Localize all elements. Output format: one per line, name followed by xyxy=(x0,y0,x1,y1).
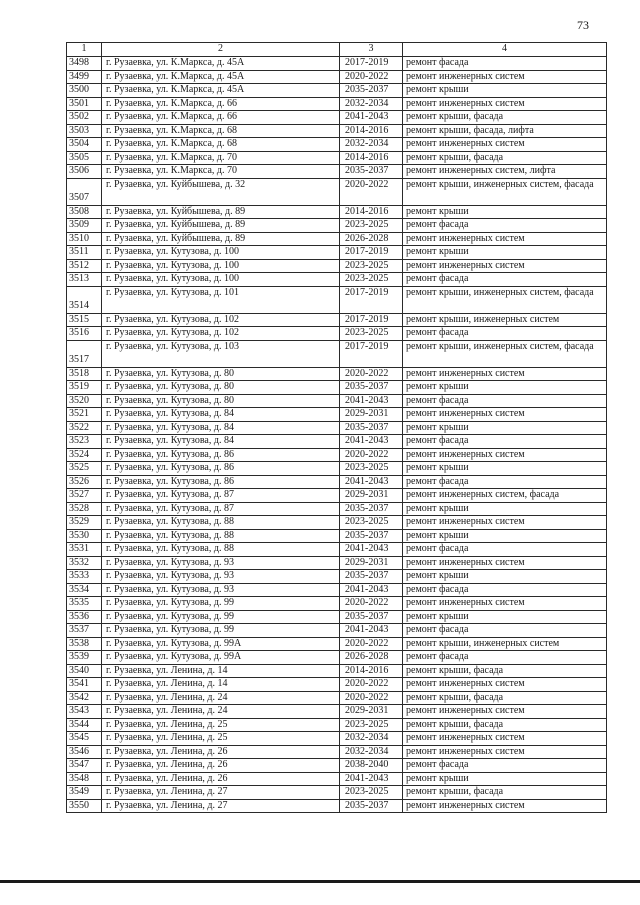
row-period: 2041-2043 xyxy=(340,772,403,786)
row-address: г. Рузаевка, ул. Куйбышева, д. 89 xyxy=(102,205,340,219)
table-row xyxy=(67,259,607,273)
row-work-type: ремонт фасада xyxy=(403,583,607,597)
row-work-type: ремонт крыши, инженерных систем, фасада xyxy=(403,340,607,367)
row-address: г. Рузаевка, ул. Ленина, д. 24 xyxy=(102,691,340,705)
row-number: 3530 xyxy=(67,529,102,543)
row-work-type: ремонт фасада xyxy=(403,543,607,557)
row-work-type: ремонт инженерных систем xyxy=(403,259,607,273)
row-period: 2023-2025 xyxy=(340,273,403,287)
row-work-type: ремонт крыши xyxy=(403,205,607,219)
table-row xyxy=(67,178,607,205)
row-number: 3534 xyxy=(67,583,102,597)
row-period: 2020-2022 xyxy=(340,637,403,651)
row-number: 3510 xyxy=(67,232,102,246)
row-address: г. Рузаевка, ул. Кутузова, д. 93 xyxy=(102,583,340,597)
row-period: 2032-2034 xyxy=(340,138,403,152)
row-period: 2017-2019 xyxy=(340,246,403,260)
table-row xyxy=(67,705,607,719)
row-period: 2017-2019 xyxy=(340,340,403,367)
row-number: 3498 xyxy=(67,57,102,71)
row-work-type: ремонт крыши xyxy=(403,246,607,260)
row-number: 3522 xyxy=(67,421,102,435)
row-number: 3527 xyxy=(67,489,102,503)
row-period: 2038-2040 xyxy=(340,759,403,773)
header-col-1: 1 xyxy=(67,43,102,57)
row-work-type: ремонт инженерных систем xyxy=(403,516,607,530)
table-row xyxy=(67,340,607,367)
row-address: г. Рузаевка, ул. Кутузова, д. 102 xyxy=(102,313,340,327)
row-number: 3501 xyxy=(67,97,102,111)
row-number: 3526 xyxy=(67,475,102,489)
row-address: г. Рузаевка, ул. Кутузова, д. 86 xyxy=(102,462,340,476)
row-address: г. Рузаевка, ул. К.Маркса, д. 68 xyxy=(102,138,340,152)
row-period: 2035-2037 xyxy=(340,529,403,543)
row-number: 3504 xyxy=(67,138,102,152)
row-address: г. Рузаевка, ул. Кутузова, д. 86 xyxy=(102,448,340,462)
table-body xyxy=(67,57,607,813)
row-number: 3513 xyxy=(67,273,102,287)
row-period: 2041-2043 xyxy=(340,394,403,408)
footer-rule xyxy=(0,880,640,883)
row-work-type: ремонт фасада xyxy=(403,57,607,71)
table-row xyxy=(67,502,607,516)
row-period: 2035-2037 xyxy=(340,610,403,624)
table-row xyxy=(67,219,607,233)
row-address: г. Рузаевка, ул. Кутузова, д. 102 xyxy=(102,327,340,341)
row-address: г. Рузаевка, ул. Кутузова, д. 103 xyxy=(102,340,340,367)
row-work-type: ремонт фасада xyxy=(403,759,607,773)
row-work-type: ремонт инженерных систем, лифта xyxy=(403,165,607,179)
table-row xyxy=(67,772,607,786)
row-work-type: ремонт крыши xyxy=(403,421,607,435)
row-number: 3517 xyxy=(67,340,102,367)
row-address: г. Рузаевка, ул. К.Маркса, д. 68 xyxy=(102,124,340,138)
table-row xyxy=(67,475,607,489)
row-period: 2032-2034 xyxy=(340,745,403,759)
row-address: г. Рузаевка, ул. Кутузова, д. 99 xyxy=(102,610,340,624)
row-period: 2041-2043 xyxy=(340,111,403,125)
row-work-type: ремонт инженерных систем xyxy=(403,97,607,111)
row-work-type: ремонт крыши xyxy=(403,610,607,624)
row-work-type: ремонт крыши, фасада xyxy=(403,664,607,678)
row-work-type: ремонт инженерных систем, фасада xyxy=(403,489,607,503)
row-work-type: ремонт фасада xyxy=(403,651,607,665)
table-row xyxy=(67,97,607,111)
row-address: г. Рузаевка, ул. К.Маркса, д. 70 xyxy=(102,165,340,179)
header-col-2: 2 xyxy=(102,43,340,57)
row-address: г. Рузаевка, ул. Кутузова, д. 86 xyxy=(102,475,340,489)
row-work-type: ремонт инженерных систем xyxy=(403,138,607,152)
table-row xyxy=(67,111,607,125)
row-number: 3518 xyxy=(67,367,102,381)
row-work-type: ремонт инженерных систем xyxy=(403,448,607,462)
row-address: г. Рузаевка, ул. Куйбышева, д. 89 xyxy=(102,232,340,246)
row-number: 3512 xyxy=(67,259,102,273)
table-row xyxy=(67,232,607,246)
row-number: 3505 xyxy=(67,151,102,165)
row-address: г. Рузаевка, ул. Кутузова, д. 88 xyxy=(102,516,340,530)
row-period: 2017-2019 xyxy=(340,286,403,313)
table-row xyxy=(67,246,607,260)
row-work-type: ремонт инженерных систем xyxy=(403,678,607,692)
row-work-type: ремонт фасада xyxy=(403,435,607,449)
table-row xyxy=(67,678,607,692)
row-address: г. Рузаевка, ул. Ленина, д. 25 xyxy=(102,732,340,746)
row-period: 2020-2022 xyxy=(340,178,403,205)
row-number: 3545 xyxy=(67,732,102,746)
row-work-type: ремонт крыши, инженерных систем, фасада xyxy=(403,286,607,313)
row-work-type: ремонт крыши, фасада xyxy=(403,718,607,732)
row-work-type: ремонт инженерных систем xyxy=(403,70,607,84)
table-row xyxy=(67,543,607,557)
row-period: 2020-2022 xyxy=(340,597,403,611)
row-number: 3514 xyxy=(67,286,102,313)
row-address: г. Рузаевка, ул. Кутузова, д. 84 xyxy=(102,435,340,449)
row-period: 2032-2034 xyxy=(340,97,403,111)
row-number: 3516 xyxy=(67,327,102,341)
row-number: 3509 xyxy=(67,219,102,233)
row-period: 2020-2022 xyxy=(340,70,403,84)
row-address: г. Рузаевка, ул. Ленина, д. 27 xyxy=(102,786,340,800)
row-work-type: ремонт крыши xyxy=(403,529,607,543)
row-number: 3523 xyxy=(67,435,102,449)
row-address: г. Рузаевка, ул. Кутузова, д. 87 xyxy=(102,489,340,503)
row-period: 2023-2025 xyxy=(340,327,403,341)
table-row xyxy=(67,624,607,638)
row-number: 3528 xyxy=(67,502,102,516)
row-number: 3499 xyxy=(67,70,102,84)
row-period: 2041-2043 xyxy=(340,543,403,557)
row-address: г. Рузаевка, ул. К.Маркса, д. 45А xyxy=(102,84,340,98)
row-work-type: ремонт инженерных систем xyxy=(403,799,607,813)
table-row xyxy=(67,124,607,138)
row-number: 3540 xyxy=(67,664,102,678)
row-number: 3508 xyxy=(67,205,102,219)
row-work-type: ремонт крыши xyxy=(403,772,607,786)
row-period: 2017-2019 xyxy=(340,57,403,71)
row-work-type: ремонт крыши xyxy=(403,84,607,98)
row-number: 3543 xyxy=(67,705,102,719)
row-period: 2017-2019 xyxy=(340,313,403,327)
table-row xyxy=(67,556,607,570)
row-work-type: ремонт фасада xyxy=(403,394,607,408)
row-address: г. Рузаевка, ул. Ленина, д. 14 xyxy=(102,664,340,678)
row-number: 3525 xyxy=(67,462,102,476)
table-row xyxy=(67,70,607,84)
row-period: 2023-2025 xyxy=(340,718,403,732)
table-row xyxy=(67,799,607,813)
row-number: 3524 xyxy=(67,448,102,462)
row-number: 3520 xyxy=(67,394,102,408)
row-work-type: ремонт инженерных систем xyxy=(403,705,607,719)
row-work-type: ремонт фасада xyxy=(403,327,607,341)
table-row xyxy=(67,327,607,341)
row-period: 2041-2043 xyxy=(340,624,403,638)
row-work-type: ремонт крыши, фасада, лифта xyxy=(403,124,607,138)
table-row xyxy=(67,664,607,678)
row-number: 3502 xyxy=(67,111,102,125)
row-period: 2035-2037 xyxy=(340,381,403,395)
row-address: г. Рузаевка, ул. Кутузова, д. 101 xyxy=(102,286,340,313)
row-number: 3549 xyxy=(67,786,102,800)
table-row xyxy=(67,273,607,287)
row-number: 3503 xyxy=(67,124,102,138)
row-period: 2023-2025 xyxy=(340,786,403,800)
row-period: 2020-2022 xyxy=(340,678,403,692)
row-period: 2020-2022 xyxy=(340,367,403,381)
table-row xyxy=(67,381,607,395)
row-number: 3521 xyxy=(67,408,102,422)
row-number: 3529 xyxy=(67,516,102,530)
row-period: 2035-2037 xyxy=(340,570,403,584)
row-address: г. Рузаевка, ул. К.Маркса, д. 70 xyxy=(102,151,340,165)
table-row xyxy=(67,151,607,165)
row-number: 3531 xyxy=(67,543,102,557)
row-number: 3539 xyxy=(67,651,102,665)
row-number: 3532 xyxy=(67,556,102,570)
row-work-type: ремонт крыши xyxy=(403,502,607,516)
table-row xyxy=(67,745,607,759)
row-period: 2026-2028 xyxy=(340,232,403,246)
table-row xyxy=(67,651,607,665)
row-period: 2041-2043 xyxy=(340,435,403,449)
row-work-type: ремонт фасада xyxy=(403,273,607,287)
table-row xyxy=(67,489,607,503)
table-row xyxy=(67,759,607,773)
row-period: 2014-2016 xyxy=(340,151,403,165)
row-number: 3500 xyxy=(67,84,102,98)
row-period: 2029-2031 xyxy=(340,556,403,570)
row-address: г. Рузаевка, ул. Кутузова, д. 80 xyxy=(102,381,340,395)
table-row xyxy=(67,394,607,408)
row-address: г. Рузаевка, ул. Кутузова, д. 80 xyxy=(102,367,340,381)
row-address: г. Рузаевка, ул. Куйбышева, д. 32 xyxy=(102,178,340,205)
table-row xyxy=(67,421,607,435)
row-work-type: ремонт инженерных систем xyxy=(403,597,607,611)
row-number: 3548 xyxy=(67,772,102,786)
row-address: г. Рузаевка, ул. Кутузова, д. 99 xyxy=(102,597,340,611)
row-number: 3541 xyxy=(67,678,102,692)
table-row xyxy=(67,732,607,746)
row-number: 3519 xyxy=(67,381,102,395)
row-address: г. Рузаевка, ул. Ленина, д. 14 xyxy=(102,678,340,692)
header-col-3: 3 xyxy=(340,43,403,57)
row-work-type: ремонт фасада xyxy=(403,219,607,233)
row-period: 2041-2043 xyxy=(340,475,403,489)
table-row xyxy=(67,786,607,800)
row-address: г. Рузаевка, ул. Кутузова, д. 99 xyxy=(102,624,340,638)
row-address: г. Рузаевка, ул. Кутузова, д. 93 xyxy=(102,556,340,570)
row-period: 2026-2028 xyxy=(340,651,403,665)
row-work-type: ремонт крыши, фасада xyxy=(403,151,607,165)
table-row xyxy=(67,57,607,71)
row-address: г. Рузаевка, ул. Ленина, д. 27 xyxy=(102,799,340,813)
row-work-type: ремонт крыши, инженерных систем, фасада xyxy=(403,178,607,205)
row-address: г. Рузаевка, ул. К.Маркса, д. 45А xyxy=(102,57,340,71)
row-address: г. Рузаевка, ул. Ленина, д. 26 xyxy=(102,745,340,759)
row-address: г. Рузаевка, ул. Кутузова, д. 100 xyxy=(102,273,340,287)
row-period: 2035-2037 xyxy=(340,799,403,813)
row-address: г. Рузаевка, ул. Кутузова, д. 99А xyxy=(102,637,340,651)
table-row xyxy=(67,597,607,611)
table-row xyxy=(67,435,607,449)
row-address: г. Рузаевка, ул. Ленина, д. 26 xyxy=(102,759,340,773)
row-address: г. Рузаевка, ул. Кутузова, д. 80 xyxy=(102,394,340,408)
row-number: 3515 xyxy=(67,313,102,327)
row-period: 2029-2031 xyxy=(340,408,403,422)
table-row xyxy=(67,583,607,597)
row-number: 3536 xyxy=(67,610,102,624)
row-address: г. Рузаевка, ул. К.Маркса, д. 45А xyxy=(102,70,340,84)
row-period: 2023-2025 xyxy=(340,516,403,530)
row-period: 2023-2025 xyxy=(340,219,403,233)
row-address: г. Рузаевка, ул. К.Маркса, д. 66 xyxy=(102,97,340,111)
row-work-type: ремонт крыши xyxy=(403,462,607,476)
row-number: 3506 xyxy=(67,165,102,179)
table-row xyxy=(67,313,607,327)
row-number: 3538 xyxy=(67,637,102,651)
row-period: 2029-2031 xyxy=(340,489,403,503)
row-period: 2020-2022 xyxy=(340,448,403,462)
table-header-row xyxy=(67,43,607,57)
row-period: 2035-2037 xyxy=(340,502,403,516)
table-row xyxy=(67,462,607,476)
table-row xyxy=(67,138,607,152)
row-work-type: ремонт инженерных систем xyxy=(403,556,607,570)
row-address: г. Рузаевка, ул. Кутузова, д. 87 xyxy=(102,502,340,516)
row-number: 3535 xyxy=(67,597,102,611)
capital-repair-table xyxy=(66,42,607,813)
table-row xyxy=(67,516,607,530)
row-period: 2029-2031 xyxy=(340,705,403,719)
row-address: г. Рузаевка, ул. Ленина, д. 26 xyxy=(102,772,340,786)
page-number: 73 xyxy=(577,18,589,32)
row-address: г. Рузаевка, ул. К.Маркса, д. 66 xyxy=(102,111,340,125)
table-row xyxy=(67,408,607,422)
row-work-type: ремонт крыши, фасада xyxy=(403,786,607,800)
row-work-type: ремонт крыши, инженерных систем xyxy=(403,637,607,651)
table-row xyxy=(67,205,607,219)
row-period: 2014-2016 xyxy=(340,205,403,219)
row-period: 2023-2025 xyxy=(340,462,403,476)
row-address: г. Рузаевка, ул. Кутузова, д. 99А xyxy=(102,651,340,665)
row-number: 3544 xyxy=(67,718,102,732)
row-address: г. Рузаевка, ул. Ленина, д. 25 xyxy=(102,718,340,732)
row-address: г. Рузаевка, ул. Кутузова, д. 88 xyxy=(102,529,340,543)
row-work-type: ремонт инженерных систем xyxy=(403,367,607,381)
row-period: 2014-2016 xyxy=(340,664,403,678)
table-row xyxy=(67,610,607,624)
row-period: 2035-2037 xyxy=(340,84,403,98)
row-work-type: ремонт инженерных систем xyxy=(403,408,607,422)
table-row xyxy=(67,165,607,179)
row-period: 2020-2022 xyxy=(340,691,403,705)
row-address: г. Рузаевка, ул. Кутузова, д. 88 xyxy=(102,543,340,557)
row-work-type: ремонт инженерных систем xyxy=(403,732,607,746)
row-period: 2032-2034 xyxy=(340,732,403,746)
table-row xyxy=(67,570,607,584)
row-number: 3537 xyxy=(67,624,102,638)
table-row xyxy=(67,637,607,651)
table-row xyxy=(67,691,607,705)
table-row xyxy=(67,718,607,732)
row-work-type: ремонт фасада xyxy=(403,624,607,638)
row-number: 3511 xyxy=(67,246,102,260)
row-work-type: ремонт крыши, фасада xyxy=(403,691,607,705)
table-row xyxy=(67,286,607,313)
row-work-type: ремонт крыши xyxy=(403,381,607,395)
row-number: 3542 xyxy=(67,691,102,705)
row-address: г. Рузаевка, ул. Кутузова, д. 100 xyxy=(102,259,340,273)
row-work-type: ремонт фасада xyxy=(403,475,607,489)
row-number: 3533 xyxy=(67,570,102,584)
table-row xyxy=(67,529,607,543)
row-period: 2041-2043 xyxy=(340,583,403,597)
row-address: г. Рузаевка, ул. Кутузова, д. 84 xyxy=(102,421,340,435)
table-row xyxy=(67,367,607,381)
row-number: 3547 xyxy=(67,759,102,773)
table-row xyxy=(67,448,607,462)
header-col-4: 4 xyxy=(403,43,607,57)
row-work-type: ремонт крыши, фасада xyxy=(403,111,607,125)
row-number: 3507 xyxy=(67,178,102,205)
row-work-type: ремонт крыши xyxy=(403,570,607,584)
row-work-type: ремонт крыши, инженерных систем xyxy=(403,313,607,327)
row-period: 2023-2025 xyxy=(340,259,403,273)
row-address: г. Рузаевка, ул. Кутузова, д. 100 xyxy=(102,246,340,260)
row-period: 2014-2016 xyxy=(340,124,403,138)
row-period: 2035-2037 xyxy=(340,421,403,435)
row-address: г. Рузаевка, ул. Куйбышева, д. 89 xyxy=(102,219,340,233)
row-work-type: ремонт инженерных систем xyxy=(403,232,607,246)
row-address: г. Рузаевка, ул. Кутузова, д. 84 xyxy=(102,408,340,422)
row-work-type: ремонт инженерных систем xyxy=(403,745,607,759)
row-number: 3550 xyxy=(67,799,102,813)
row-number: 3546 xyxy=(67,745,102,759)
row-address: г. Рузаевка, ул. Ленина, д. 24 xyxy=(102,705,340,719)
row-period: 2035-2037 xyxy=(340,165,403,179)
table-row xyxy=(67,84,607,98)
row-address: г. Рузаевка, ул. Кутузова, д. 93 xyxy=(102,570,340,584)
